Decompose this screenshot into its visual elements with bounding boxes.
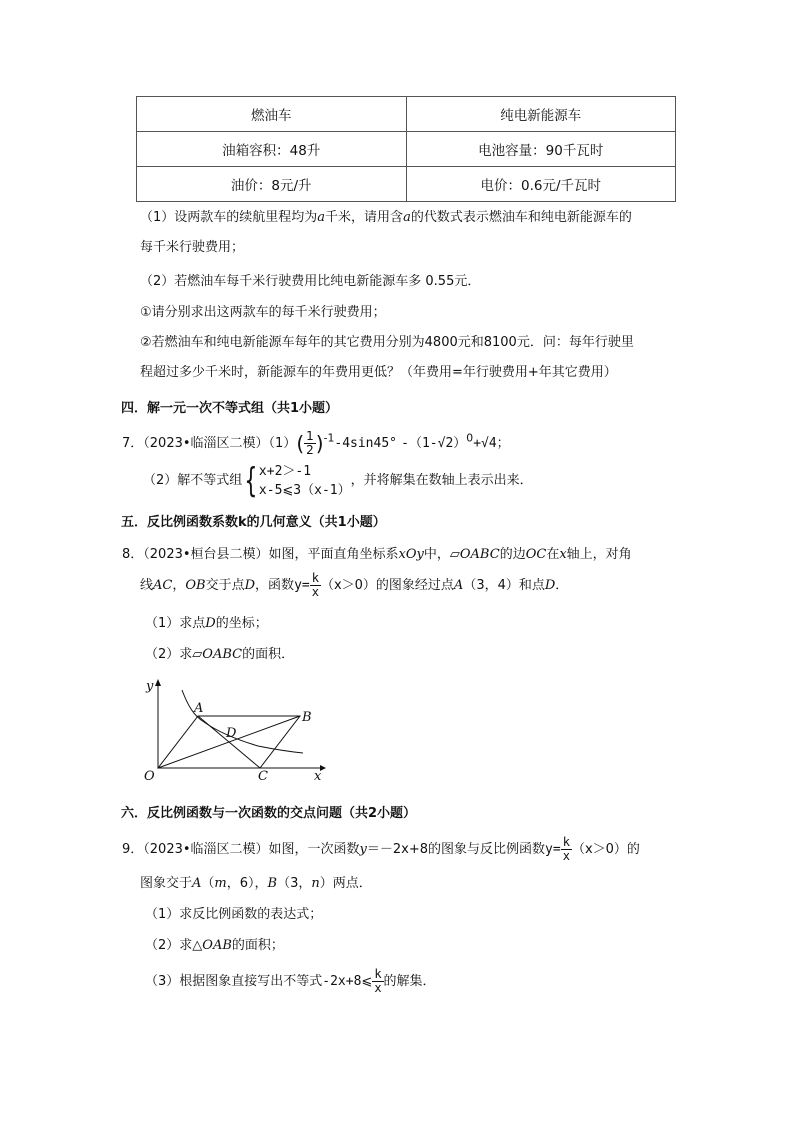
table-row (137, 132, 676, 167)
q8-fraction: $\frac{k}{x}$ (311, 571, 319, 599)
q9-sub1: （1）求反比例函数的表达式； (145, 907, 323, 922)
q7-line1: 7．（2023•临淄区二模）（1）( $\frac{1}{2}$ )$^{-1}$-4sin45° $-(1-√2)^0+√4$； (122, 429, 510, 457)
q7-line2: （2）解不等式组{ x+2＞-1 x-5⩽3（x-1） ，并将解集在数轴上表示出来． (143, 461, 533, 501)
label-a: A (194, 701, 204, 716)
inequality-system: x+2＞-1 x-5⩽3（x-1） (258, 464, 351, 498)
label-x: x (314, 769, 322, 784)
comparison-table (136, 96, 676, 202)
table-cell: 电池容量：90千瓦时 (406, 132, 676, 167)
q8-line1: 8．（2023•桓台县二模）如图，平面直角坐标系xOy中，▱OABC的边OC在x轴上，对角 (122, 547, 632, 562)
y-axis-arrow (155, 679, 161, 686)
q6-part2-sub1: ①请分别求出这两款车的每千米行驶费用； (140, 305, 386, 320)
q8-figure (138, 676, 328, 784)
q6-part1-line1: （1）设两款车的续航里程均为a千米，请用含a的代数式表示燃油车和纯电新能源车的 (140, 210, 632, 225)
label-c: C (258, 769, 268, 784)
q9-line1: 9．（2023•临淄区二模）如图，一次函数y＝－2x+8的图象与反比例函数y= $\frac{k}{x}$ （x＞0）的 (122, 835, 640, 863)
section-heading-6: 六．反比例函数与一次函数的交点问题（共2小题） (121, 806, 417, 821)
label-d: D (226, 726, 237, 741)
q9-sub3-fraction: $\frac{k}{x}$ (374, 967, 382, 995)
label-b: B (302, 710, 312, 725)
q8-sub2: （2）求▱OABC的面积． (145, 647, 295, 662)
section-heading-5: 五．反比例函数系数k的几何意义（共1小题） (121, 515, 386, 530)
section-heading-4: 四．解一元一次不等式组（共1小题） (121, 401, 339, 416)
table-row (137, 167, 676, 202)
q8-line2: 线AC，OB交于点D，函数y= $\frac{k}{x}$ （x＞0）的图象经过点A（3，4）和点D． (140, 571, 569, 599)
q6-part2: （2）若燃油车每千米行驶费用比纯电新能源车多 0.55元． (140, 274, 481, 289)
table-header-cell: 纯电新能源车 (406, 97, 676, 132)
q6-part2-sub2-line2: 程超过多少千米时，新能源车的年费用更低？（年费用=年行驶费用+年其它费用） (140, 365, 617, 380)
table-cell: 油箱容积：48升 (137, 132, 407, 167)
table-header-cell: 燃油车 (137, 97, 407, 132)
q7-fraction: $\frac{1}{2}$ (306, 429, 314, 457)
q9-sub3: （3）根据图象直接写出不等式-2x+8⩽ $\frac{k}{x}$ 的解集． (145, 967, 436, 995)
q6-part1-line2: 每千米行驶费用； (140, 240, 245, 255)
q9-line2: 图象交于A（m，6），B（3，n）两点． (140, 876, 372, 891)
table-cell: 电价：0.6元/千瓦时 (406, 167, 676, 202)
diagonal-ob (158, 716, 300, 768)
label-o: O (144, 769, 155, 784)
table-header-row (137, 97, 676, 132)
q9-fraction: $\frac{k}{x}$ (562, 835, 570, 863)
q9-sub2: （2）求△OAB的面积； (145, 938, 284, 953)
table-cell: 油价：8元/升 (137, 167, 407, 202)
q6-part2-sub2-line1: ②若燃油车和纯电新能源车每年的其它费用分别为4800元和8100元．问：每年行驶里 (140, 335, 634, 350)
label-y: y (146, 679, 154, 694)
q8-sub1: （1）求点D的坐标； (145, 616, 268, 631)
